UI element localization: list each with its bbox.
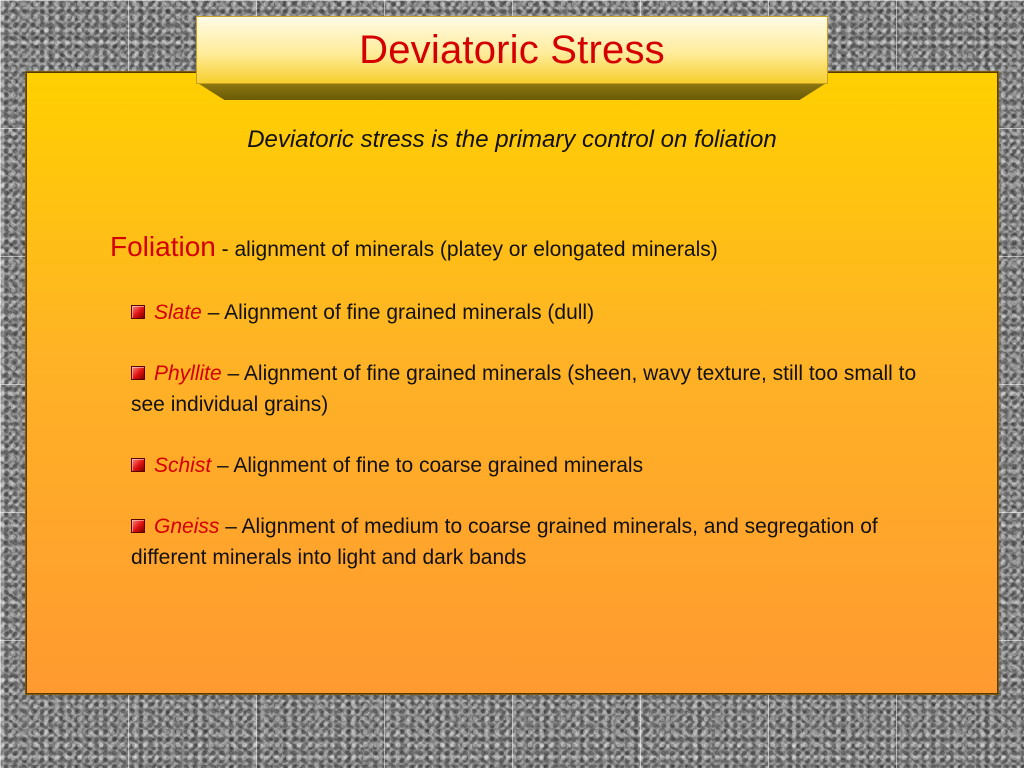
rock-description: – Alignment of fine grained minerals (sheen, wavy texture, still too small to see individual grains) — [131, 362, 917, 416]
foliation-term: Foliation — [110, 231, 216, 262]
list-item-schist — [131, 450, 931, 481]
rock-name: Schist — [154, 454, 212, 477]
rock-type-list — [131, 297, 931, 603]
foliation-definition-text: - alignment of minerals (platey or elongated minerals) — [215, 238, 718, 261]
red-square-bullet-icon — [131, 458, 145, 472]
slide-subtitle: Deviatoric stress is the primary control on foliation — [247, 126, 777, 153]
slide-title: Deviatoric Stress — [359, 27, 665, 72]
list-item-gneiss — [131, 511, 931, 573]
rock-description: – Alignment of medium to coarse grained minerals, and segregation of different minerals into light and dark bands — [131, 515, 878, 569]
title-box — [196, 16, 828, 84]
red-square-bullet-icon — [131, 366, 145, 380]
red-square-bullet-icon — [131, 305, 145, 319]
rock-name: Slate — [154, 301, 202, 324]
rock-description: – Alignment of fine grained minerals (dull) — [201, 301, 595, 324]
rock-name: Phyllite — [154, 362, 222, 385]
red-square-bullet-icon — [131, 519, 145, 533]
title-box-shadow — [196, 82, 828, 100]
list-item-phyllite — [131, 358, 931, 420]
rock-description: – Alignment of fine to coarse grained minerals — [211, 454, 644, 477]
rock-name: Gneiss — [154, 515, 220, 538]
list-item-slate — [131, 297, 931, 328]
foliation-definition — [110, 231, 718, 263]
